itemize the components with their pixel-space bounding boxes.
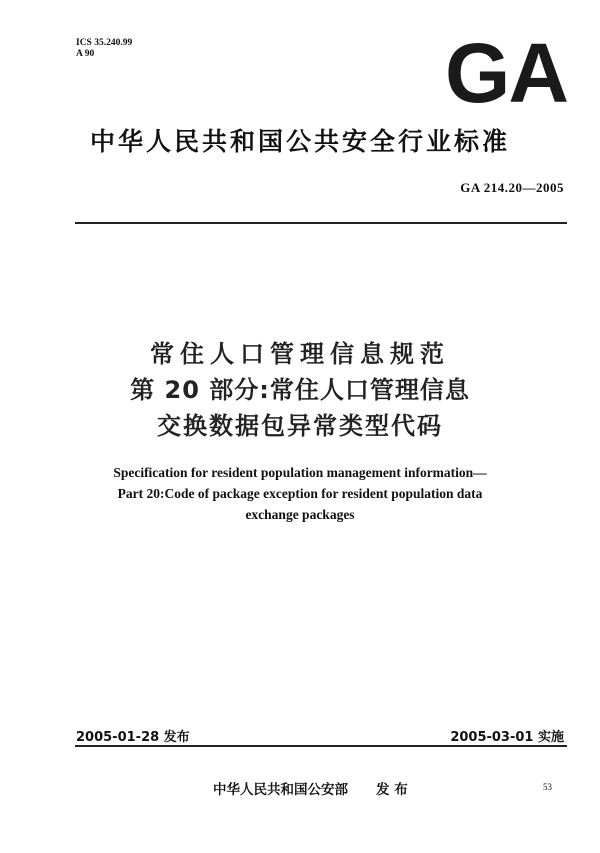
chinese-title — [0, 336, 600, 444]
standard-number: GA 214.20—2005 — [460, 180, 564, 195]
chinese-title-line-1: 常住人口管理信息规范 — [150, 340, 450, 368]
issuer-name: 中华人民共和国公安部 — [213, 782, 348, 798]
english-title — [0, 462, 600, 525]
classification-codes — [76, 38, 132, 60]
chinese-title-line-3: 交换数据包异常类型代码 — [157, 412, 443, 440]
chinese-title-line-2: 第 20 部分:常住人口管理信息 — [130, 376, 470, 404]
top-divider — [75, 222, 567, 224]
english-title-line-2: Part 20:Code of package exception for resident population data — [117, 486, 483, 501]
bottom-divider — [75, 745, 567, 747]
implement-date: 2005-03-01 实施 — [450, 730, 564, 745]
issuer-line — [213, 778, 408, 798]
ics-code: ICS 35.240.99 — [76, 38, 133, 48]
english-title-line-1: Specification for resident population management information— — [113, 465, 487, 480]
page-number: 53 — [543, 782, 552, 792]
publish-date: 2005-01-28 发布 — [76, 730, 190, 745]
ccs-code: A 90 — [76, 49, 95, 59]
issuer-verb: 发 布 — [376, 782, 408, 798]
organization-title: 中华人民共和国公共安全行业标准 — [89, 127, 510, 156]
english-title-line-3: exchange packages — [245, 507, 355, 522]
ga-logo: GA — [445, 26, 567, 120]
